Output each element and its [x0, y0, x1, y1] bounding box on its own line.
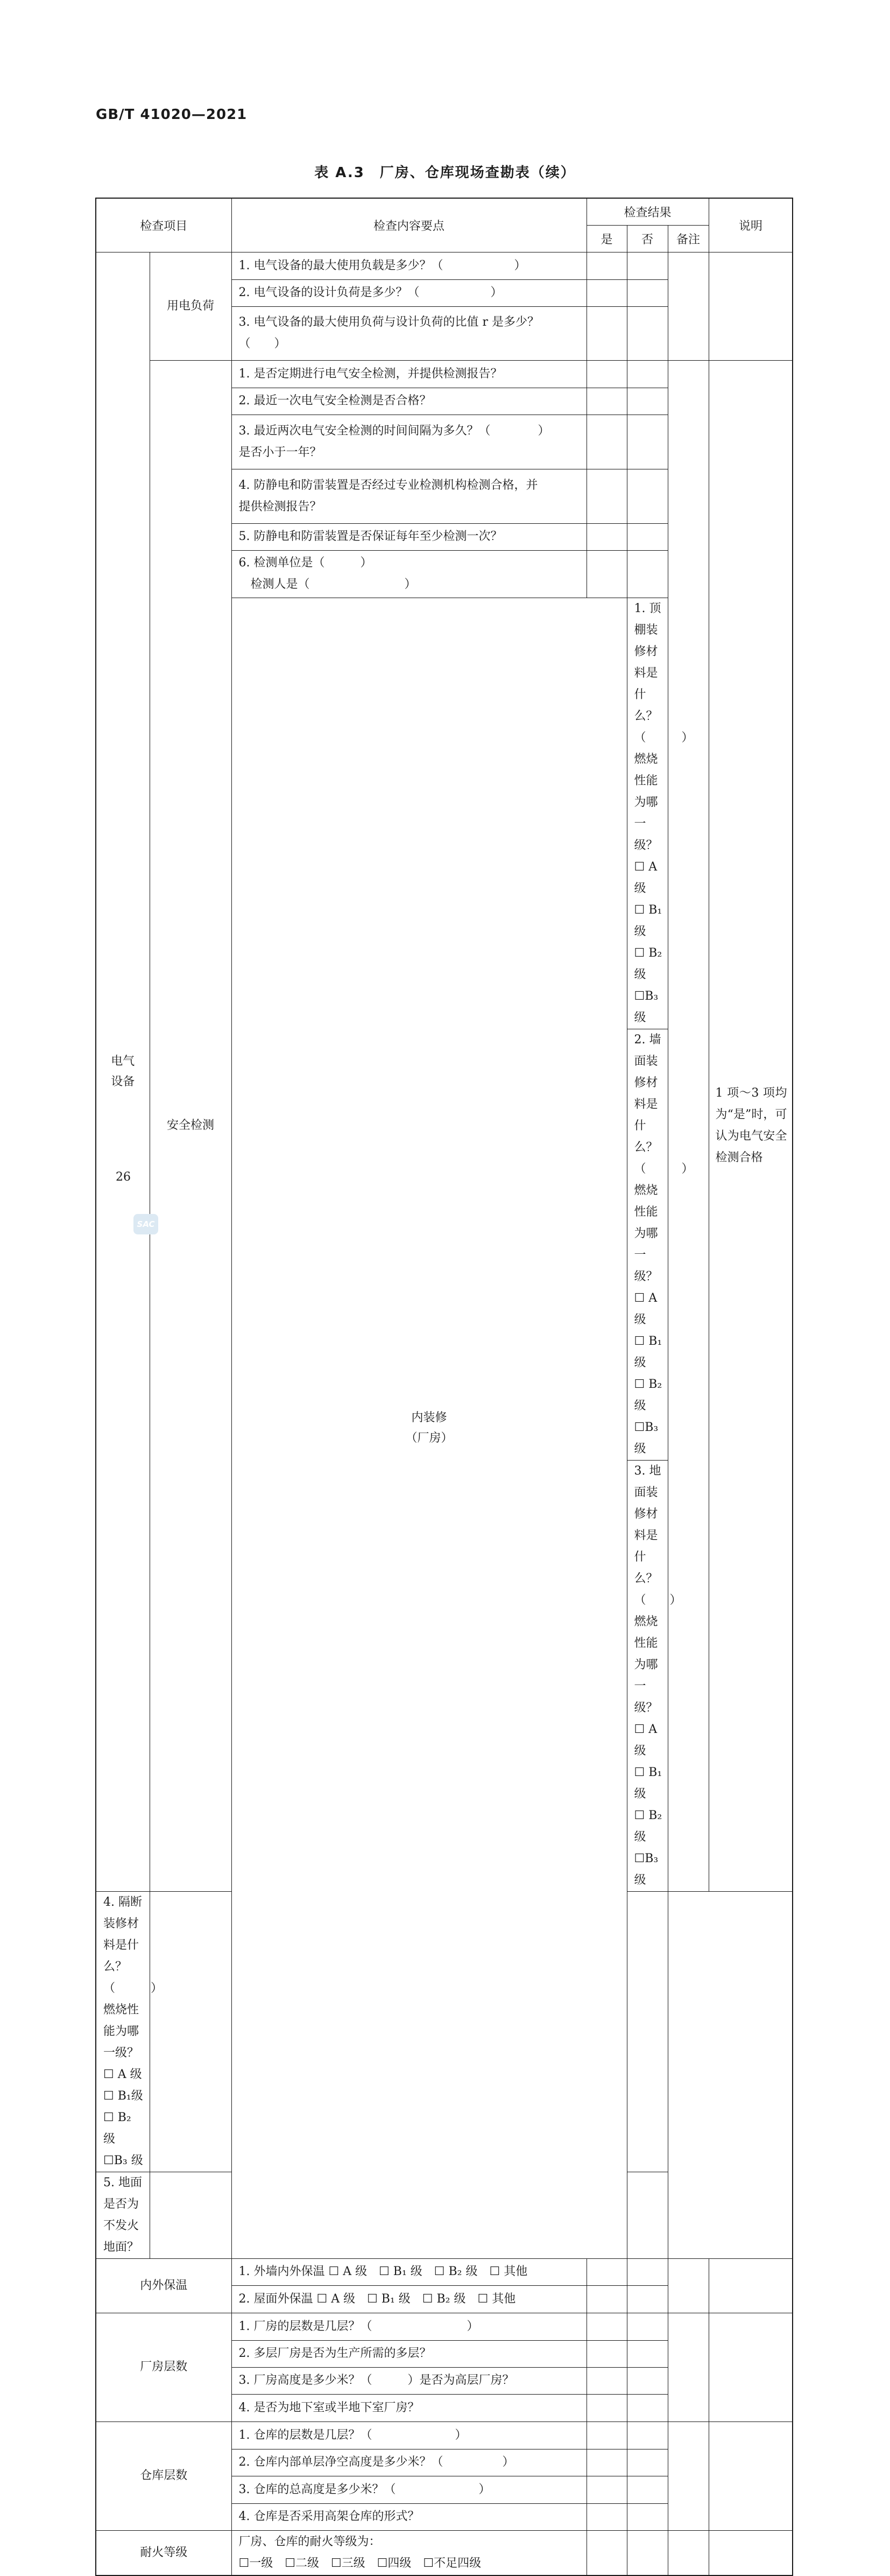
row-content: 厂房、仓库的耐火等级为： ☐一级 ☐二级 ☐三级 ☐四级 ☐不足四级 — [231, 2530, 587, 2575]
yes-cell[interactable] — [150, 2172, 231, 2258]
col-explain-header: 说明 — [709, 198, 793, 252]
row-content: 3. 厂房高度是多少米？（ ）是否为高层厂房？ — [231, 2367, 587, 2394]
explain-cell — [709, 2421, 793, 2530]
table-row — [96, 360, 793, 388]
yes-cell[interactable] — [587, 2394, 627, 2421]
row-content: 2. 电气设备的设计负荷是多少？（ ） — [231, 279, 587, 306]
row-content: 4. 防静电和防雷装置是否经过专业检测机构检测合格，并 提供检测报告？ — [231, 469, 587, 523]
no-cell[interactable] — [627, 2313, 668, 2340]
no-cell[interactable] — [627, 550, 668, 598]
yes-cell[interactable] — [587, 360, 627, 388]
col-no-header: 否 — [627, 225, 668, 252]
no-cell[interactable] — [627, 2421, 668, 2449]
yes-cell[interactable] — [587, 388, 627, 415]
no-cell[interactable] — [627, 415, 668, 469]
yes-cell[interactable] — [587, 306, 627, 360]
section-label-electrical: 电气 设备 — [96, 252, 150, 1891]
yes-cell[interactable] — [587, 2258, 627, 2285]
explain-cell — [709, 2530, 793, 2575]
no-cell[interactable] — [627, 2340, 668, 2367]
row-content: 2. 多层厂房是否为生产所需的多层？ — [231, 2340, 587, 2367]
yes-cell[interactable] — [587, 2449, 627, 2476]
no-cell[interactable] — [627, 2530, 668, 2575]
no-cell[interactable] — [627, 2285, 668, 2313]
remark-cell[interactable] — [668, 2258, 709, 2313]
table-row — [96, 2258, 793, 2285]
row-content: 4. 隔断装修材料是什么？（ ）燃烧性能为哪一级？ ☐ A 级 ☐ B₁级 ☐ B₂ 级 ☐B₃ 级 — [96, 1891, 150, 2172]
row-content: 1. 电气设备的最大使用负载是多少？（ ） — [231, 252, 587, 279]
yes-cell[interactable] — [587, 2503, 627, 2530]
no-cell[interactable] — [627, 469, 668, 523]
explain-cell — [709, 2313, 793, 2421]
yes-cell[interactable] — [587, 469, 627, 523]
yes-cell[interactable] — [150, 1891, 231, 2172]
yes-cell[interactable] — [587, 252, 627, 279]
section-label-insulation: 内外保温 — [96, 2258, 231, 2313]
yes-cell[interactable] — [587, 279, 627, 306]
remark-cell[interactable] — [668, 2530, 709, 2575]
subsection-label-safety: 安全检测 — [150, 360, 231, 1891]
row-content: 6. 检测单位是（ ） 检测人是（ ） — [231, 550, 587, 598]
yes-cell[interactable] — [587, 2367, 627, 2394]
row-content: 1. 外墙内外保温 ☐ A 级 ☐ B₁ 级 ☐ B₂ 级 ☐ 其他 — [231, 2258, 587, 2285]
no-cell[interactable] — [627, 2258, 668, 2285]
row-content: 3. 电气设备的最大使用负荷与设计负荷的比值 r 是多少？ （ ） — [231, 306, 587, 360]
section-label-warehouse-floors: 仓库层数 — [96, 2421, 231, 2530]
row-content: 5. 地面是否为不发火地面？ — [96, 2172, 150, 2258]
table-title: 表 A.3 厂房、仓库现场查勘表（续） — [314, 165, 576, 181]
yes-cell[interactable] — [587, 2313, 627, 2340]
no-cell[interactable] — [627, 2476, 668, 2503]
remark-cell[interactable] — [668, 2421, 709, 2530]
yes-cell[interactable] — [587, 2421, 627, 2449]
table-row — [96, 2530, 793, 2575]
row-content: 2. 仓库内部单层净空高度是多少米？（ ） — [231, 2449, 587, 2476]
no-cell[interactable] — [627, 2503, 668, 2530]
page-number: 26 — [116, 1170, 131, 1184]
remark-cell[interactable] — [668, 360, 709, 1891]
section-label-plant-floors: 厂房层数 — [96, 2313, 231, 2421]
no-cell[interactable] — [627, 2172, 668, 2258]
no-cell[interactable] — [627, 2367, 668, 2394]
no-cell[interactable] — [627, 252, 668, 279]
col-result-header: 检查结果 — [587, 198, 709, 225]
remark-cell[interactable] — [668, 2313, 709, 2421]
yes-cell[interactable] — [587, 523, 627, 550]
table-row — [96, 2313, 793, 2340]
subsection-label-load: 用电负荷 — [150, 252, 231, 360]
table-row — [96, 252, 793, 279]
row-content: 2. 最近一次电气安全检测是否合格？ — [231, 388, 587, 415]
col-content-header: 检查内容要点 — [231, 198, 587, 252]
explain-cell — [709, 252, 793, 360]
explain-cell — [709, 2258, 793, 2313]
col-item-header: 检查项目 — [96, 198, 231, 252]
explain-note: 1 项～3 项均为“是”时，可认为电气安全检测合格 — [709, 360, 793, 1891]
row-content: 2. 屋面外保温 ☐ A 级 ☐ B₁ 级 ☐ B₂ 级 ☐ 其他 — [231, 2285, 587, 2313]
row-content: 2. 墙面装修材料是什么？（ ）燃烧性能为哪一级？ ☐ A 级 ☐ B₁级 ☐ B₂ 级 ☐B₃ 级 — [627, 1029, 668, 1460]
row-content: 1. 厂房的层数是几层？（ ） — [231, 2313, 587, 2340]
sac-logo-text: SAC — [137, 1219, 155, 1229]
row-content: 5. 防静电和防雷装置是否保证每年至少检测一次？ — [231, 523, 587, 550]
no-cell[interactable] — [627, 2449, 668, 2476]
yes-cell[interactable] — [587, 550, 627, 598]
no-cell[interactable] — [627, 279, 668, 306]
row-content: 3. 仓库的总高度是多少米？（ ） — [231, 2476, 587, 2503]
sac-logo — [133, 1214, 158, 1234]
standard-number: GB/T 41020—2021 — [96, 107, 248, 123]
col-yes-header: 是 — [587, 225, 627, 252]
no-cell[interactable] — [627, 523, 668, 550]
header-row-1 — [96, 198, 793, 225]
row-content: 1. 仓库的层数是几层？（ ） — [231, 2421, 587, 2449]
no-cell[interactable] — [627, 306, 668, 360]
no-cell[interactable] — [627, 2394, 668, 2421]
remark-cell[interactable] — [668, 252, 709, 360]
row-content: 1. 顶棚装修材料是什么？（ ）燃烧性能为哪一级？ ☐ A 级 ☐ B₁级 ☐ B₂ 级 ☐B₃ 级 — [627, 598, 668, 1029]
inspection-table — [95, 198, 793, 2576]
row-content: 4. 仓库是否采用高架仓库的形式？ — [231, 2503, 587, 2530]
no-cell[interactable] — [627, 388, 668, 415]
yes-cell[interactable] — [587, 2285, 627, 2313]
section-label-fire-rating: 耐火等级 — [96, 2530, 231, 2575]
yes-cell[interactable] — [587, 2530, 627, 2575]
no-cell[interactable] — [627, 1891, 668, 2172]
col-remark-header: 备注 — [668, 225, 709, 252]
yes-cell[interactable] — [587, 2340, 627, 2367]
row-content: 3. 地面装修材料是什么？（ ）燃烧性能为哪一级？ ☐ A 级 ☐ B₁级 ☐ B₂ 级 ☐B₃ 级 — [627, 1460, 668, 1891]
yes-cell[interactable] — [587, 2476, 627, 2503]
table-row — [96, 2421, 793, 2449]
row-content: 3. 最近两次电气安全检测的时间间隔为多久？（ ） 是否小于一年？ — [231, 415, 587, 469]
row-content: 1. 是否定期进行电气安全检测，并提供检测报告？ — [231, 360, 587, 388]
no-cell[interactable] — [627, 360, 668, 388]
yes-cell[interactable] — [587, 415, 627, 469]
row-content: 4. 是否为地下室或半地下室厂房？ — [231, 2394, 587, 2421]
section-label-decoration: 内装修 （厂房） — [231, 598, 627, 2258]
